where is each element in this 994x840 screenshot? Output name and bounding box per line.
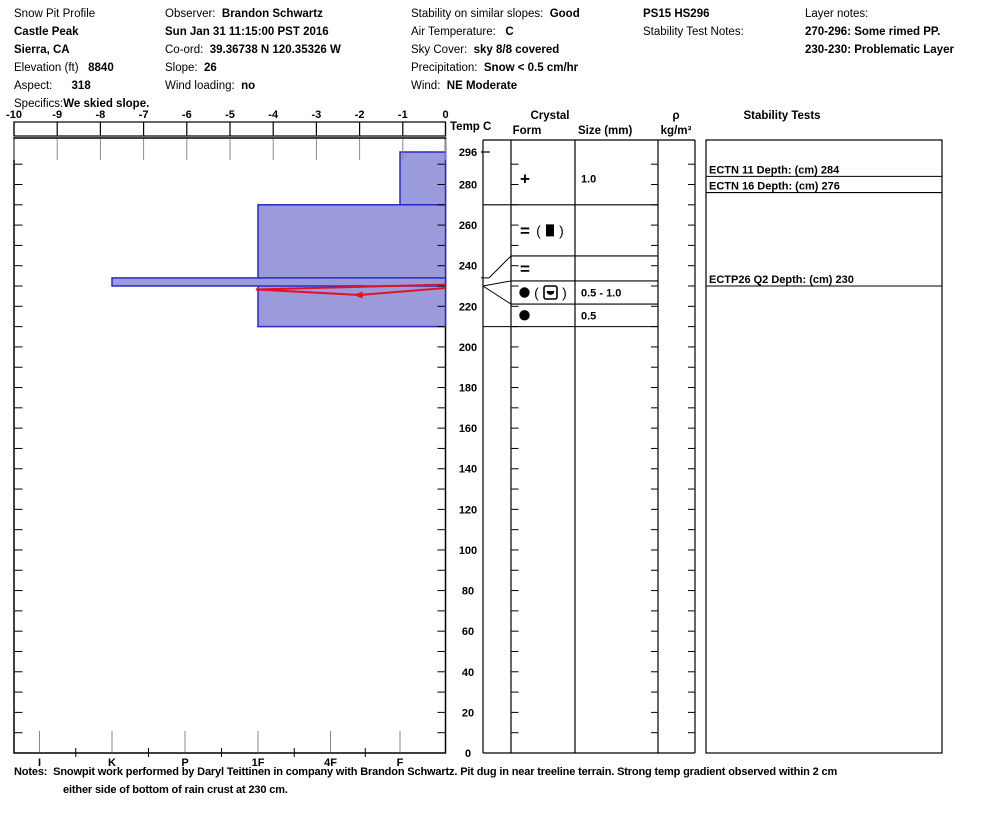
hardness-bar-270-210 (258, 205, 446, 327)
crystal-form-paren: ( (536, 222, 541, 239)
header-value: 318 (71, 80, 91, 92)
crystal-form-rect-symbol (546, 224, 554, 236)
crystal-form-symbol: = (520, 221, 530, 241)
header-value: Sun Jan 31 11:15:00 PST 2016 (165, 26, 329, 38)
depth-axis-label: 220 (458, 301, 478, 314)
depth-axis-label: 200 (458, 341, 478, 354)
header-col3-line4 (411, 61, 578, 75)
header-value: 26 (204, 62, 217, 74)
header-col1-line3 (14, 43, 70, 57)
header-col1-line1 (14, 7, 95, 21)
header-label: Stability on similar slopes: (411, 8, 550, 20)
depth-axis-label: 80 (461, 585, 475, 598)
stability-tests-header: Stability Tests (743, 110, 821, 122)
header-value: 270-296: Some rimed PP. (805, 26, 941, 38)
header-col4-line2 (643, 25, 744, 39)
header-col3-line1 (411, 7, 580, 21)
header-col3-line5 (411, 79, 517, 93)
header-value: NE Moderate (446, 80, 518, 92)
temp-axis-label: -7 (138, 109, 149, 121)
layer-leader-fan (483, 281, 511, 286)
depth-axis-label: 260 (458, 220, 478, 233)
header-col4-line1 (643, 7, 710, 21)
temp-axis-label: -10 (6, 109, 22, 121)
stability-test-label: ECTN 11 Depth: (cm) 284 (709, 164, 840, 177)
header-label: Co-ord: (165, 44, 210, 56)
depth-axis-label: 0 (464, 748, 472, 760)
header-col1-line2 (14, 25, 79, 39)
header-label: Wind: (411, 80, 447, 92)
temp-axis-label: -1 (397, 109, 408, 121)
hardness-axis-label: I (37, 757, 42, 769)
notes-label: Notes: (14, 766, 54, 778)
hardness-axis-label: F (396, 757, 404, 769)
temp-axis-title: Temp C (450, 121, 492, 133)
header-value: Castle Peak (14, 26, 79, 38)
header-col2-line3 (165, 43, 341, 57)
temp-axis-label: -2 (354, 109, 365, 121)
hardness-axis-label: K (108, 757, 116, 769)
notes-line-1 (14, 766, 837, 778)
size-column-header: Size (mm) (578, 125, 633, 137)
depth-axis-label: 140 (458, 463, 478, 476)
header-value: sky 8/8 covered (473, 44, 560, 56)
depth-axis-label: 296 (458, 147, 478, 159)
header-value: PS15 HS296 (643, 8, 710, 20)
temp-axis-label: -3 (311, 109, 322, 121)
notes-line-2 (63, 784, 288, 796)
hardness-bar-234-230 (112, 278, 446, 286)
stability-test-label: ECTP26 Q2 Depth: (cm) 230 (709, 274, 854, 287)
notes-text-1: Snowpit work performed by Daryl Teittinen in company with Brandon Schwartz. Pit dug in near treeline terrain. Strong temp gradient observed within 2 cm (53, 766, 838, 778)
temp-axis-label: -8 (95, 109, 106, 121)
header-value: no (241, 80, 256, 92)
header-col1-line4 (14, 61, 114, 75)
hardness-bar-296-270 (400, 152, 446, 205)
header-col5-line3 (805, 43, 954, 57)
header-value: 8840 (88, 62, 114, 74)
header-col1-line6 (14, 97, 149, 111)
grain-size-value: 0.5 - 1.0 (581, 287, 622, 300)
header-label: Aspect: (14, 80, 72, 92)
layer-leader-fan (483, 286, 511, 304)
header-label: Stability Test Notes: (643, 26, 744, 38)
crystal-form-paren: ( (534, 284, 539, 301)
grain-size-value: 0.5 (581, 310, 597, 323)
temp-axis-label: -5 (225, 109, 235, 121)
header-value: C (505, 26, 514, 38)
crystal-form-symbol: = (520, 259, 530, 279)
header-label: Observer: (165, 8, 222, 20)
header-value: Sierra, CA (14, 44, 70, 56)
temp-axis-label: 0 (442, 109, 449, 121)
header-col5-line2 (805, 25, 940, 39)
crystal-column-header: Crystal (530, 110, 570, 122)
notes-text-2: either side of bottom of rain crust at 230 cm. (63, 784, 288, 796)
depth-axis-label: 60 (461, 626, 475, 639)
header-col2-line1 (165, 7, 323, 21)
header-col2-line5 (165, 79, 255, 93)
hardness-axis-label: P (181, 757, 189, 769)
depth-axis-label: 100 (458, 544, 478, 557)
depth-axis-label: 240 (458, 260, 478, 273)
header-value: 39.36738 N 120.35326 W (209, 44, 341, 56)
header-label: Snow Pit Profile (14, 8, 96, 20)
depth-axis-label: 40 (461, 666, 475, 679)
header-label: Sky Cover: (411, 44, 474, 56)
hardness-axis-label: 4F (324, 757, 337, 769)
form-column-header: Form (512, 125, 542, 137)
header-value: Good (549, 8, 580, 20)
layer-leader (489, 256, 511, 278)
header-col3-line3 (411, 43, 559, 57)
crystal-form-circle-symbol (519, 310, 529, 320)
header-col2-line2 (165, 25, 329, 39)
crystal-form-crust-fill (547, 291, 555, 295)
depth-axis-label: 20 (461, 707, 475, 720)
temp-axis-label: -6 (181, 109, 192, 121)
header-col3-line2 (411, 25, 514, 39)
density-column-header: ρ (672, 110, 680, 122)
header-label: Specifics: (14, 98, 64, 110)
depth-axis-label: 280 (458, 179, 478, 192)
density-units-header: kg/m³ (660, 125, 692, 137)
header-value: Brandon Schwartz (221, 8, 323, 20)
crystal-form-circle-symbol (519, 287, 529, 297)
header-value: Snow < 0.5 cm/hr (483, 62, 579, 74)
depth-axis-label: 120 (458, 504, 478, 517)
header-value: We skied slope. (63, 98, 150, 110)
header-label: Precipitation: (411, 62, 484, 74)
depth-axis-label: 160 (458, 423, 478, 436)
header-col2-line4 (165, 61, 217, 75)
temp-axis-label: -4 (268, 109, 279, 121)
depth-axis-label: 180 (458, 382, 478, 395)
header-label: Air Temperature: (411, 26, 506, 38)
temp-axis-label: -9 (52, 109, 63, 121)
crystal-form-symbol: + (520, 169, 530, 189)
header-col1-line5 (14, 79, 91, 93)
crystal-form-paren: ) (559, 222, 564, 239)
header-label: Layer notes: (805, 8, 869, 20)
stability-tests-box (706, 140, 942, 753)
header-value: 230-230: Problematic Layer (805, 44, 954, 56)
hardness-axis-label: 1F (251, 757, 265, 769)
grain-size-value: 1.0 (581, 173, 597, 186)
header-label: Wind loading: (165, 80, 242, 92)
crystal-form-paren: ) (562, 284, 567, 301)
stability-test-label: ECTN 16 Depth: (cm) 276 (709, 180, 840, 193)
header-col5-line1 (805, 7, 868, 21)
header-label: Slope: (165, 62, 204, 74)
header-label: Elevation (ft) (14, 62, 89, 74)
